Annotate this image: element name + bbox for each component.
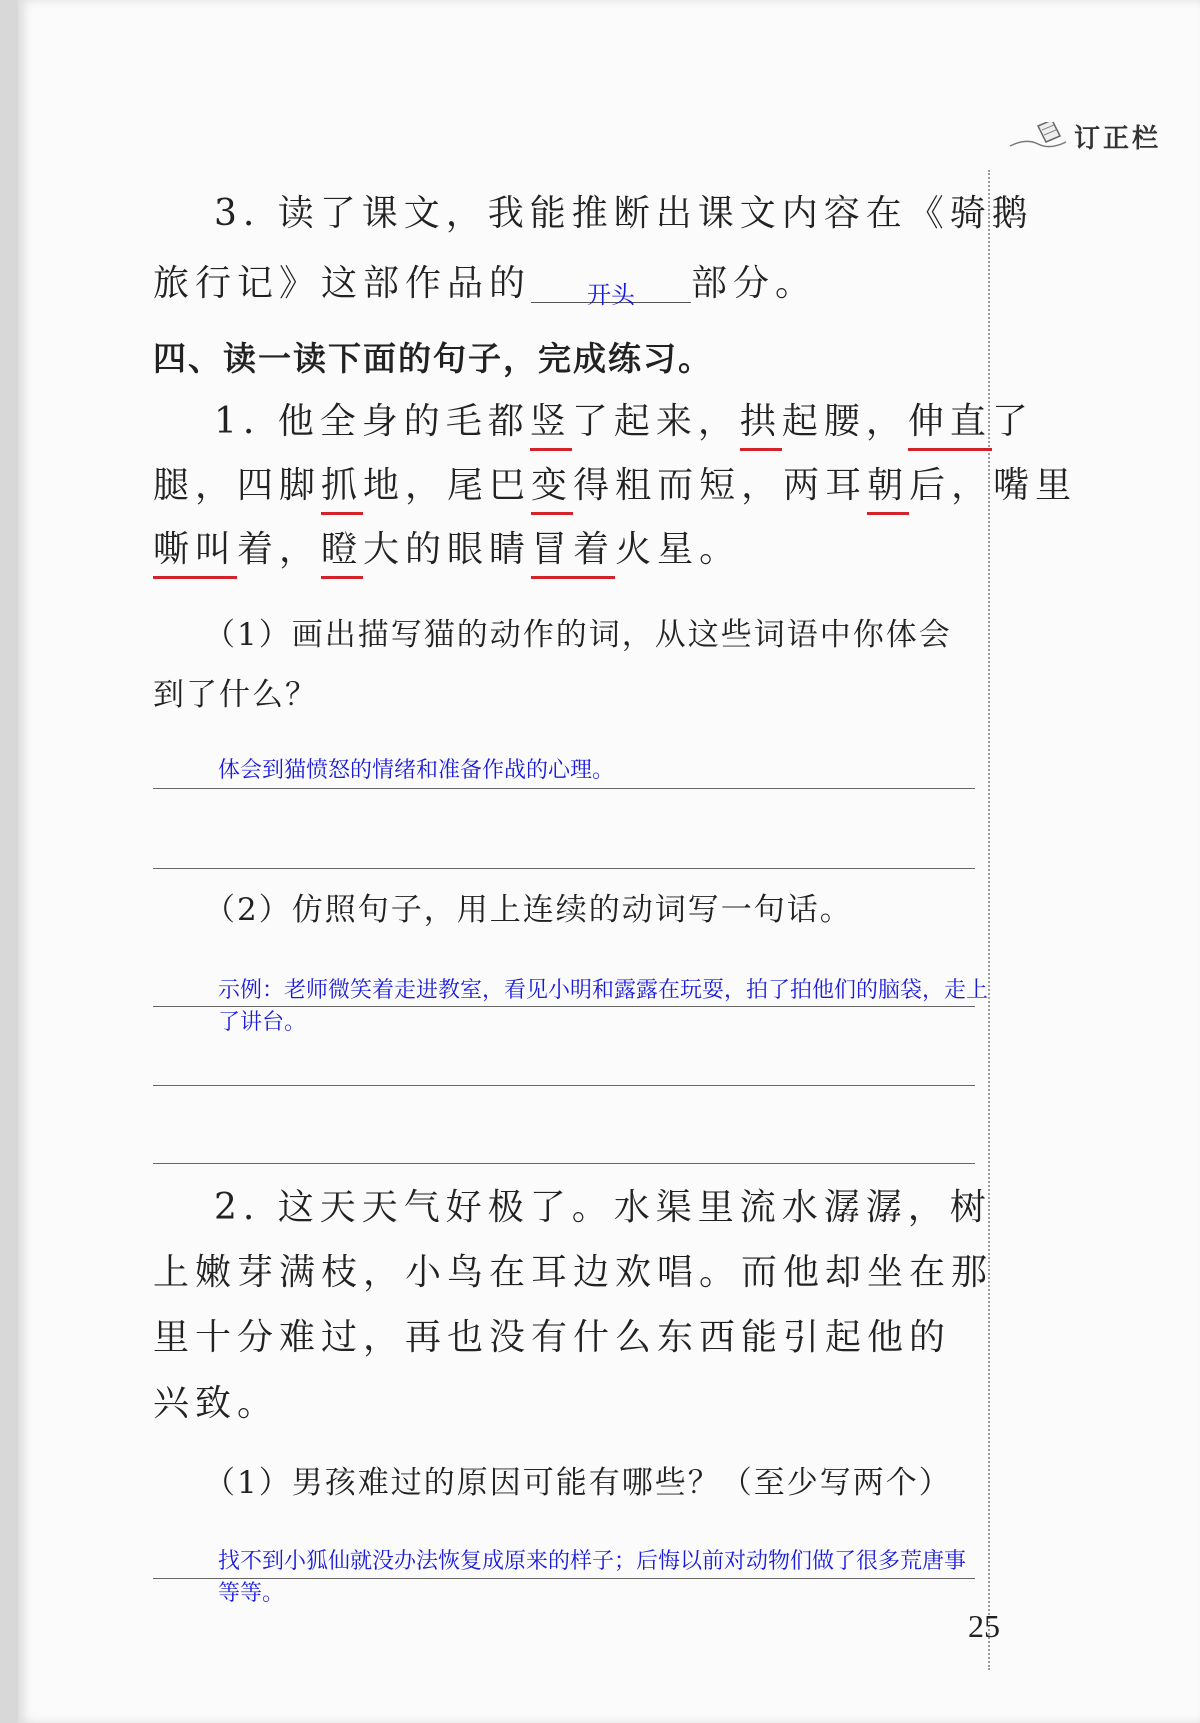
p1-text: 1. 他全身的毛都 (214, 401, 530, 442)
correction-label: 订正栏 (1074, 124, 1162, 154)
p1-q2-answer[interactable]: 示例：老师微笑着走进教室，看见小明和露露在玩耍，拍了拍他们的脑袋，走上了讲台。 (218, 978, 989, 1035)
q3-line2-after: 部分。 (691, 263, 818, 304)
p1-line3 (153, 529, 983, 570)
p1-text: 大的眼睛 (363, 529, 532, 570)
p1-text: 了 (991, 401, 1034, 442)
p1-text: 地，尾巴 (363, 465, 532, 506)
pencil-icon (1008, 122, 1068, 152)
p1-text: 着， (237, 529, 322, 570)
q3-answer-blank[interactable] (531, 266, 691, 309)
underlined-verb: 嘶叫 (153, 529, 237, 579)
p1-line2 (153, 465, 1078, 506)
p1-text: 火星。 (615, 529, 742, 570)
p2-line3: 里十分难过，再也没有什么东西能引起他的 (153, 1317, 952, 1358)
underlined-verb: 抓 (321, 465, 363, 515)
q3-answer: 开头 (587, 281, 636, 309)
q3-line2 (153, 263, 983, 309)
underlined-verb: 变 (531, 465, 573, 515)
section4-heading: 四、读一读下面的句子，完成练习。 (153, 339, 713, 378)
q3-line2-before: 旅行记》这部作品的 (153, 263, 532, 304)
p2-line1: 2. 这天天气好极了。水渠里流水潺潺，树 (214, 1187, 992, 1228)
p2-line2: 上嫩芽满枝，小鸟在耳边欢唱。而他却坐在那 (153, 1252, 994, 1293)
p1-line1 (214, 401, 1044, 442)
correction-column-header (1008, 118, 1161, 155)
answer-line (153, 1578, 975, 1579)
p2-line4: 兴致。 (153, 1383, 280, 1424)
p1-text: 得粗而短，两耳 (573, 465, 868, 506)
underlined-verb: 冒着 (531, 529, 615, 579)
p1-text: 腿，四脚 (153, 465, 322, 506)
underlined-verb: 瞪 (321, 529, 363, 579)
answer-line (153, 1006, 975, 1007)
p1-text: 了起来， (571, 401, 740, 442)
underlined-verb: 竖 (530, 401, 572, 451)
p2-q1: （1）男孩难过的原因可能有哪些？（至少写两个） (204, 1465, 952, 1501)
q3-line1: 3. 读了课文，我能推断出课文内容在《骑鹅 (214, 193, 1034, 234)
page-number: 25 (968, 1608, 1000, 1644)
p1-q2: （2）仿照句子，用上连续的动词写一句话。 (204, 892, 853, 928)
p1-q1-line2: 到了什么？ (153, 677, 318, 713)
underlined-verb: 拱 (740, 401, 782, 451)
workbook-page (18, 0, 1200, 1723)
p2-q1-answer[interactable]: 找不到小狐仙就没办法恢复成原来的样子；后悔以前对动物们做了很多荒唐事等等。 (218, 1549, 967, 1606)
underlined-verb: 伸直 (908, 401, 992, 451)
answer-line (153, 868, 975, 869)
answer-line (153, 1085, 975, 1086)
p1-q1-answer[interactable]: 体会到猫愤怒的情绪和准备作战的心理。 (218, 758, 615, 783)
underlined-verb: 朝 (867, 465, 909, 515)
p1-q1-line1: （1）画出描写猫的动作的词，从这些词语中你体会 (204, 617, 952, 653)
answer-line (153, 1163, 975, 1164)
p1-text: 后，嘴里 (909, 465, 1078, 506)
p1-text: 起腰， (781, 401, 908, 442)
answer-line (153, 788, 975, 789)
